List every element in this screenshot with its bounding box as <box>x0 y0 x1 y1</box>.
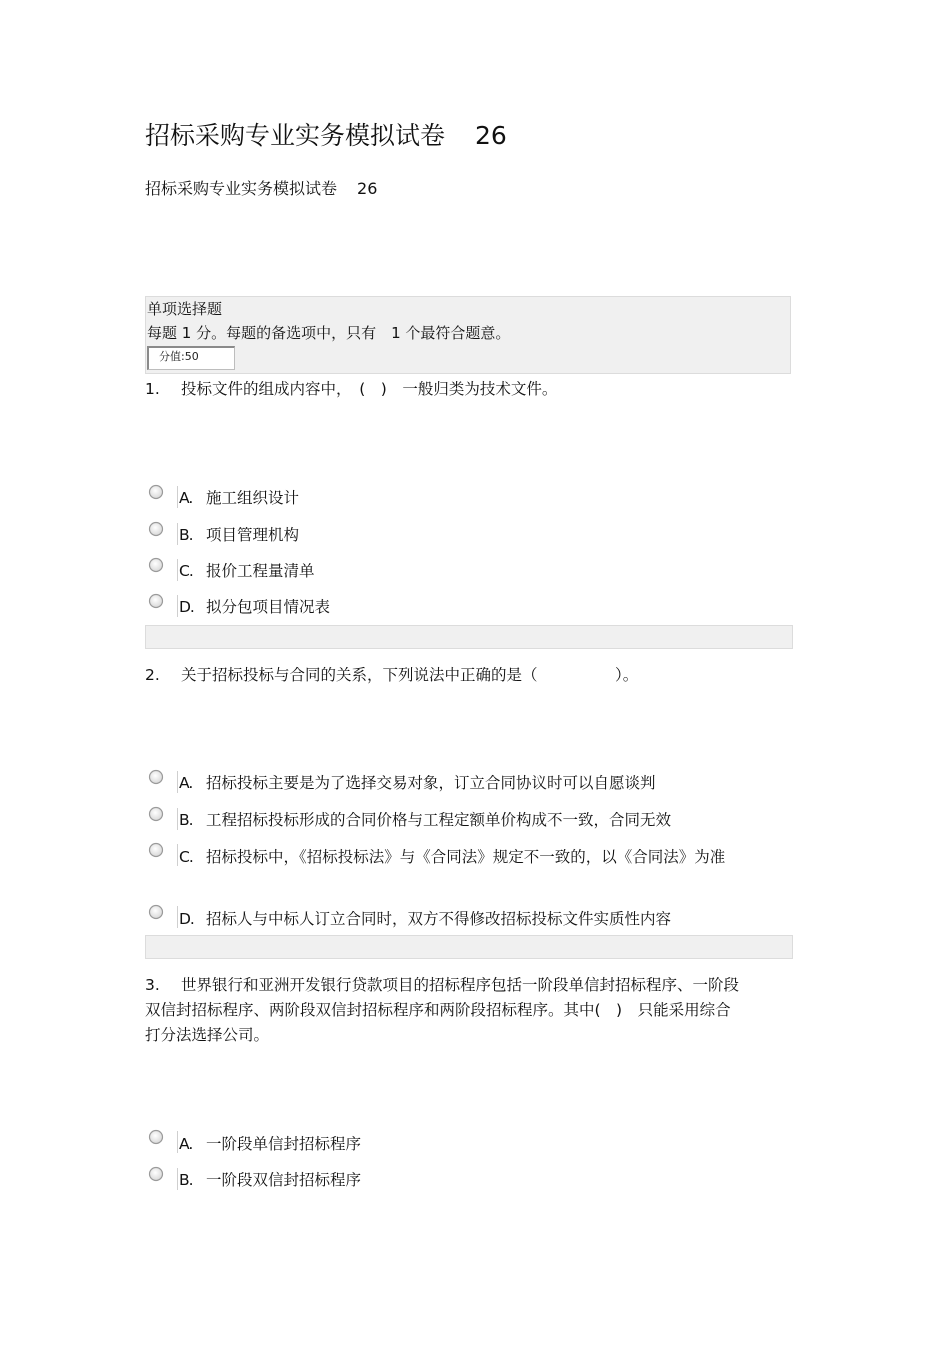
option-letter: B. <box>179 1171 193 1189</box>
option-letter: A. <box>179 489 193 507</box>
option-text: 一阶段单信封招标程序 <box>206 1135 362 1153</box>
question-text: 关于招标投标与合同的关系，下列说法中正确的是（ ）。 <box>181 666 639 684</box>
option-b <box>179 1168 361 1193</box>
page-subtitle <box>145 177 377 201</box>
option-text: 招标投标主要是为了选择交易对象，订立合同协议时可以自愿谈判 <box>206 774 656 792</box>
option-letter: B. <box>179 526 193 544</box>
option-a <box>179 1132 361 1157</box>
question-number: 3. <box>145 976 160 994</box>
radio-button-icon[interactable] <box>148 1129 164 1145</box>
question-separator <box>145 625 793 649</box>
page-title-text: 招标采购专业实务模拟试卷 <box>145 121 446 150</box>
option-letter: D. <box>179 910 194 928</box>
option-text: 报价工程量清单 <box>206 562 315 580</box>
option-text: 招标人与中标人订立合同时，双方不得修改招标投标文件实质性内容 <box>206 910 672 928</box>
page-title-number: 26 <box>475 121 507 150</box>
option-text: 招标投标中，《招标投标法》与《合同法》规定不一致的，以《合同法》为准 <box>206 848 726 866</box>
option-text: 项目管理机构 <box>206 526 300 544</box>
question-separator <box>145 935 793 959</box>
option-a <box>179 771 656 796</box>
option-letter: C. <box>179 848 193 866</box>
option-divider <box>177 1168 178 1190</box>
question-text: 投标文件的组成内容中， ( ) 一般归类为技术文件。 <box>181 380 558 398</box>
radio-button-icon[interactable] <box>148 557 164 573</box>
option-a <box>179 486 299 511</box>
question-3 <box>145 973 745 1048</box>
option-text: 一阶段双信封招标程序 <box>206 1171 362 1189</box>
option-letter: A. <box>179 1135 193 1153</box>
option-divider <box>177 906 178 928</box>
radio-button-icon[interactable] <box>148 769 164 785</box>
option-divider <box>177 486 178 508</box>
option-c <box>147 845 747 870</box>
radio-button-icon[interactable] <box>148 521 164 537</box>
option-divider <box>177 1131 178 1153</box>
option-text: 工程招标投标形成的合同价格与工程定额单价构成不一致，合同无效 <box>206 811 672 829</box>
page-subtitle-number: 26 <box>357 179 378 198</box>
radio-button-icon[interactable] <box>148 1166 164 1182</box>
question-1 <box>145 377 557 402</box>
option-c <box>179 559 315 584</box>
option-b <box>179 523 299 548</box>
question-number: 2. <box>145 666 160 684</box>
option-divider <box>177 559 178 581</box>
option-letter: A. <box>179 774 193 792</box>
option-b <box>179 808 671 833</box>
option-divider <box>177 808 178 830</box>
radio-button-icon[interactable] <box>148 484 164 500</box>
question-2 <box>145 663 638 688</box>
option-text: 拟分包项目情况表 <box>206 598 331 616</box>
option-letter: C. <box>179 562 193 580</box>
option-d <box>179 595 330 620</box>
question-number: 1. <box>145 380 160 398</box>
question-text: 世界银行和亚洲开发银行贷款项目的招标程序包括一阶段单信封招标程序、一阶段双信封招标程序、两阶段双信封招标程序和两阶段招标程序。其中( ) 只能采用综合打分法选择公司。 <box>145 976 740 1044</box>
section-description: 每题 1 分。每题的备选项中，只有 1 个最符合题意。 <box>147 324 511 342</box>
option-divider <box>177 595 178 617</box>
option-letter: B. <box>179 811 193 829</box>
option-letter: D. <box>179 598 194 616</box>
option-divider <box>177 523 178 545</box>
section-title: 单项选择题 <box>147 300 223 318</box>
option-divider <box>177 771 178 793</box>
score-field: 分值:50 <box>147 346 235 370</box>
option-text: 施工组织设计 <box>206 489 300 507</box>
page-title <box>145 118 507 154</box>
option-d <box>179 907 671 932</box>
page-subtitle-text: 招标采购专业实务模拟试卷 <box>145 179 338 198</box>
radio-button-icon[interactable] <box>148 904 164 920</box>
radio-button-icon[interactable] <box>148 806 164 822</box>
radio-button-icon[interactable] <box>148 593 164 609</box>
